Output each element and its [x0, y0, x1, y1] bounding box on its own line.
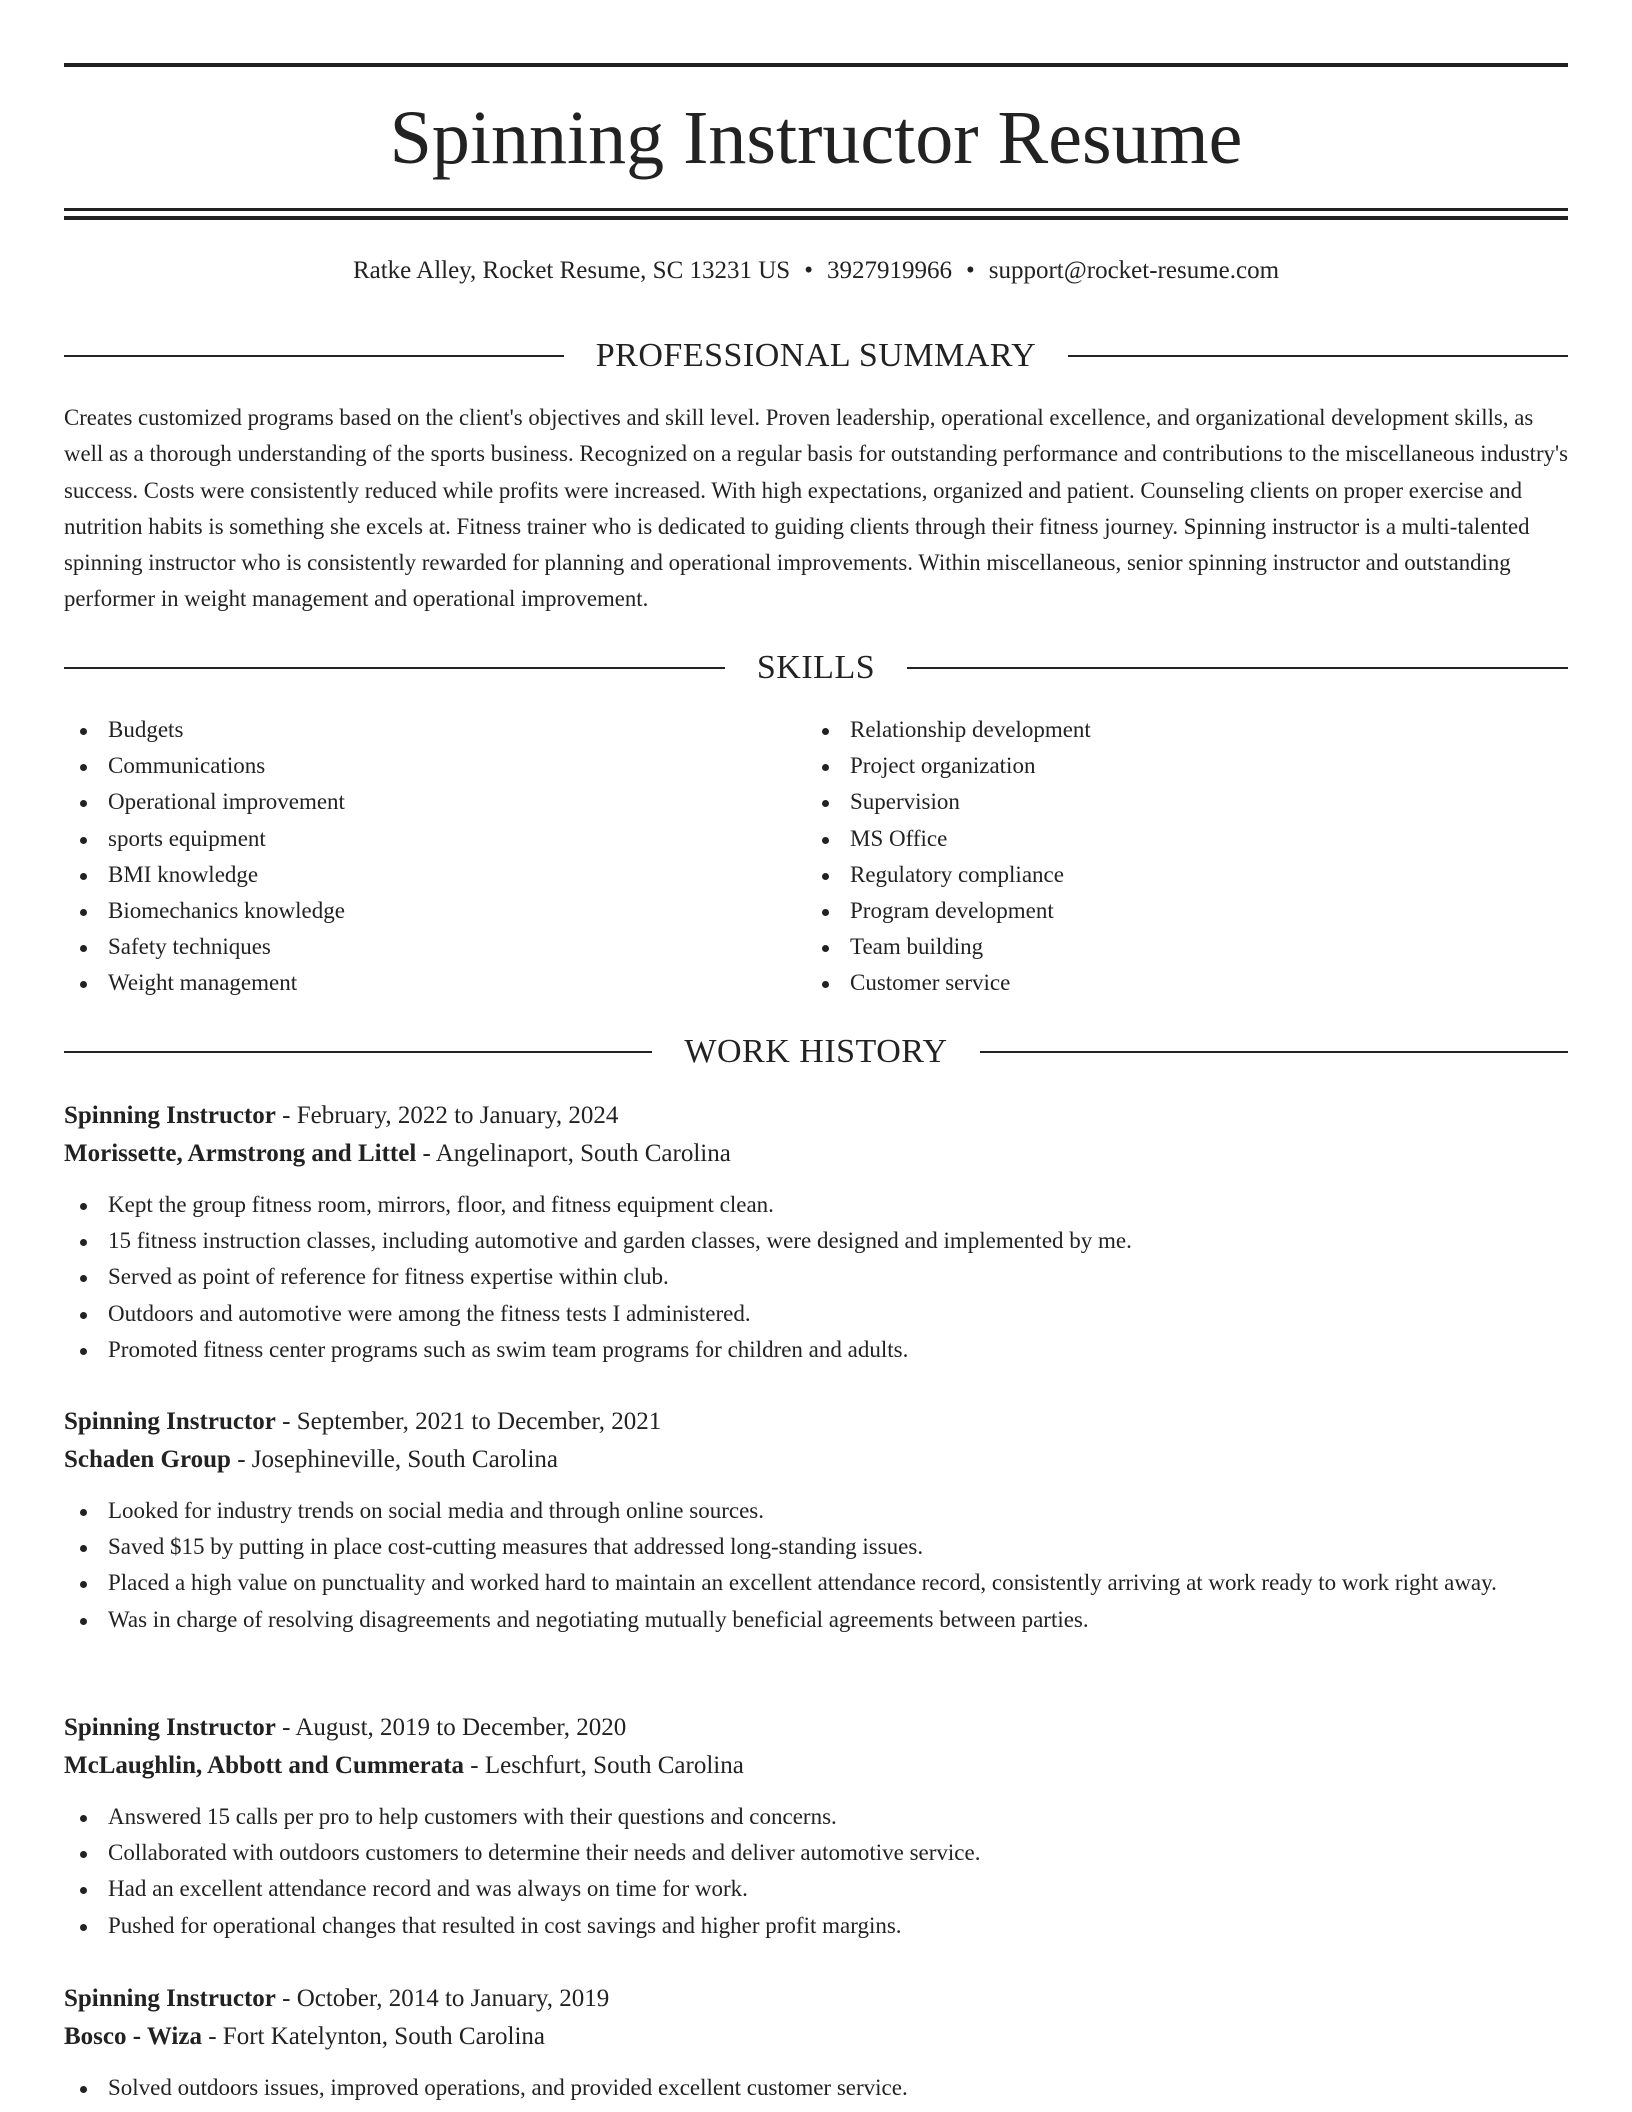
job-location: - Leschfurt, South Carolina — [464, 1752, 744, 1779]
heading-rule — [1068, 355, 1568, 357]
section-title: PROFESSIONAL SUMMARY — [595, 337, 1037, 374]
work-entry — [64, 1097, 1568, 1368]
job-role: Spinning Instructor — [64, 1408, 276, 1435]
contact-address: Ratke Alley, Rocket Resume, SC 13231 US — [352, 257, 791, 284]
job-company-line — [64, 1747, 1568, 1785]
title-top-rule — [64, 63, 1568, 67]
skill-item: Regulatory compliance — [806, 857, 1091, 893]
heading-rule — [980, 1051, 1568, 1053]
job-bullet: Collaborated with outdoors customers to determine their needs and deliver automotive service. — [64, 1835, 1568, 1871]
job-role: Spinning Instructor — [64, 1985, 276, 2012]
title-bottom-rule-thick — [64, 216, 1568, 220]
section-heading-work — [64, 1030, 1568, 1074]
skill-item: Budgets — [64, 712, 345, 748]
job-title-line — [64, 1403, 1568, 1441]
job-company: McLaughlin, Abbott and Cummerata — [64, 1752, 465, 1779]
contact-separator: • — [965, 257, 975, 284]
section-heading-summary — [64, 334, 1568, 378]
job-location: - Josephineville, South Carolina — [230, 1446, 559, 1473]
job-dates: - October, 2014 to January, 2019 — [275, 1985, 610, 2012]
heading-rule — [64, 1051, 652, 1053]
job-role: Spinning Instructor — [64, 1714, 276, 1741]
skill-item: Project organization — [806, 748, 1091, 784]
job-location: - Angelinaport, South Carolina — [416, 1140, 731, 1167]
job-dates: - September, 2021 to December, 2021 — [275, 1408, 662, 1435]
job-bullet: Had an excellent attendance record and was always on time for work. — [64, 1871, 1568, 1907]
heading-rule — [64, 667, 725, 669]
work-entry — [64, 1403, 1568, 1638]
job-bullets — [64, 2070, 1568, 2106]
job-title-line — [64, 1709, 1568, 1747]
job-title-line — [64, 1097, 1568, 1135]
skill-item: Communications — [64, 748, 345, 784]
contact-phone: 3927919966 — [826, 257, 952, 284]
resume-title: Spinning Instructor Resume — [389, 96, 1243, 180]
skill-item: Safety techniques — [64, 929, 345, 965]
section-heading-skills — [64, 646, 1568, 690]
job-company: Bosco - Wiza — [64, 2023, 202, 2050]
job-bullets — [64, 1493, 1568, 1638]
skill-item: Biomechanics knowledge — [64, 893, 345, 929]
job-company: Morissette, Armstrong and Littel — [64, 1140, 417, 1167]
job-dates: - February, 2022 to January, 2024 — [275, 1102, 619, 1129]
work-entry — [64, 1709, 1568, 1944]
job-title-line — [64, 1980, 1568, 2018]
job-bullets — [64, 1187, 1568, 1368]
skill-item: Team building — [806, 929, 1091, 965]
job-bullet: Looked for industry trends on social media and through online sources. — [64, 1493, 1568, 1529]
job-bullets — [64, 1799, 1568, 1944]
job-bullet: Served as point of reference for fitness expertise within club. — [64, 1259, 1568, 1295]
skills-list-left — [64, 712, 345, 1002]
section-title: SKILLS — [756, 649, 876, 686]
skill-item: BMI knowledge — [64, 857, 345, 893]
contact-separator: • — [804, 257, 813, 284]
heading-rule — [64, 355, 564, 357]
skill-item: Operational improvement — [64, 784, 345, 820]
skill-item: Customer service — [806, 965, 1091, 1001]
skill-item: Weight management — [64, 965, 345, 1001]
job-company-line — [64, 1441, 1568, 1479]
skills-list-right — [806, 712, 1091, 1002]
job-role: Spinning Instructor — [64, 1102, 276, 1129]
job-bullet: Saved $15 by putting in place cost-cutting measures that addressed long-standing issues. — [64, 1529, 1568, 1565]
job-bullet: Outdoors and automotive were among the fitness tests I administered. — [64, 1296, 1568, 1332]
contact-line — [64, 254, 1568, 288]
contact-email: support@rocket-resume.com — [988, 257, 1280, 284]
job-bullet: 15 fitness instruction classes, including automotive and garden classes, were designed and implemented by me. — [64, 1223, 1568, 1259]
job-bullet: Kept the group fitness room, mirrors, floor, and fitness equipment clean. — [64, 1187, 1568, 1223]
work-entry — [64, 1980, 1568, 2106]
job-company-line — [64, 1135, 1568, 1173]
skill-item: sports equipment — [64, 821, 345, 857]
title-bottom-rule — [64, 208, 1568, 211]
job-bullet: Placed a high value on punctuality and worked hard to maintain an excellent attendance record, consistently arriving at work ready to work right away. — [64, 1565, 1568, 1601]
job-company-line — [64, 2018, 1568, 2056]
job-company: Schaden Group — [64, 1446, 231, 1473]
summary-text: Creates customized programs based on the client's objectives and skill level. Proven leadership, operational excellence, and organizational development skills, as well as a thorough understanding of the sports business. Recognized on a regular basis for outstanding performance and contributions to the miscellaneous industry's success. Costs were consistently reduced while profits were increased. With high expectations, organized and patient. Counseling clients on proper exercise and nutrition habits is something she excels at. Fitness trainer who is dedicated to guiding clients through their fitness journey. Spinning instructor is a multi-talented spinning instructor who is consistently rewarded for planning and operational improvements. Within miscellaneous, senior spinning instructor and outstanding performer in weight management and operational improvement. — [64, 405, 1568, 612]
skill-item: Program development — [806, 893, 1091, 929]
job-bullet: Was in charge of resolving disagreements and negotiating mutually beneficial agreements between parties. — [64, 1602, 1568, 1638]
job-bullet: Answered 15 calls per pro to help customers with their questions and concerns. — [64, 1799, 1568, 1835]
job-dates: - August, 2019 to December, 2020 — [275, 1714, 627, 1741]
job-bullet: Promoted fitness center programs such as swim team programs for children and adults. — [64, 1332, 1568, 1368]
skill-item: Supervision — [806, 784, 1091, 820]
skill-item: Relationship development — [806, 712, 1091, 748]
job-bullet: Solved outdoors issues, improved operations, and provided excellent customer service. — [64, 2070, 1568, 2106]
job-location: - Fort Katelynton, South Carolina — [201, 2023, 545, 2050]
heading-rule — [907, 667, 1568, 669]
job-bullet: Pushed for operational changes that resulted in cost savings and higher profit margins. — [64, 1908, 1568, 1944]
section-title: WORK HISTORY — [684, 1033, 948, 1070]
skill-item: MS Office — [806, 821, 1091, 857]
